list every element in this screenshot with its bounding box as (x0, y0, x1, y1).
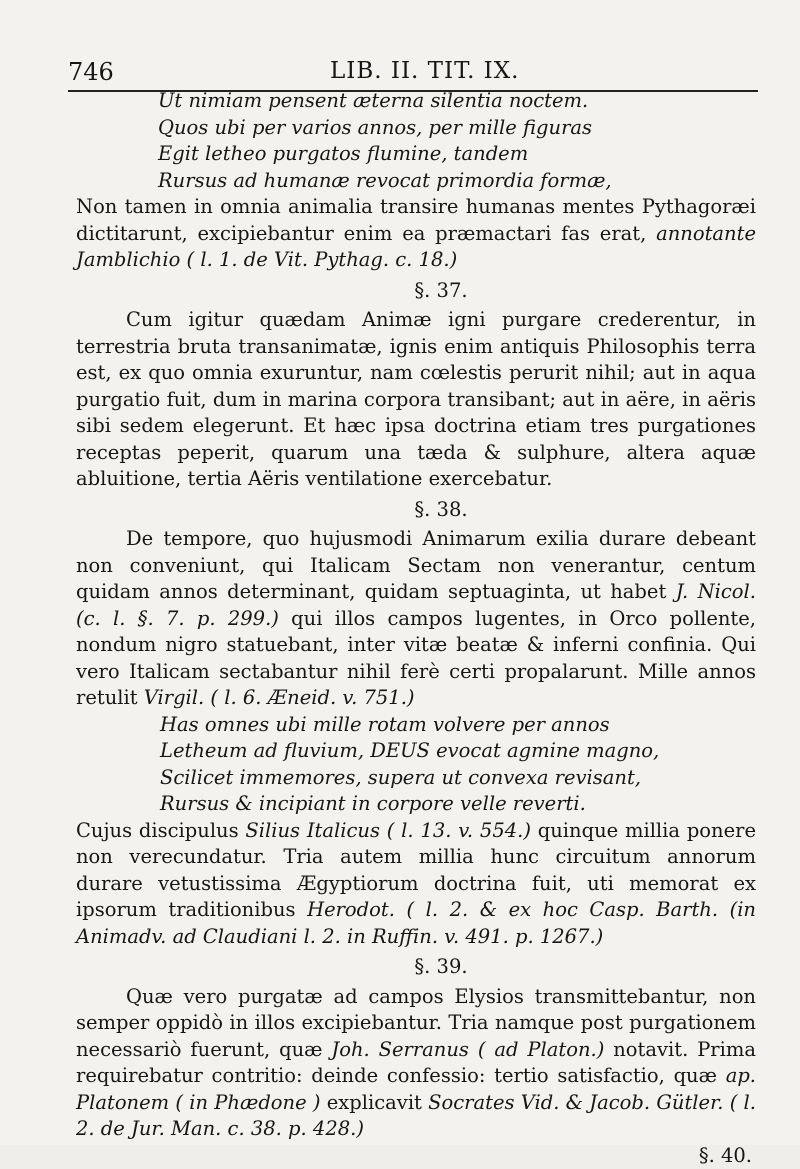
citation: Herodot. ( l. 2. & ex hoc Casp. Barth. (in Animadv. ad Claudiani l. 2. in Ruffin. v. 491. p. 1267.) (76, 898, 756, 948)
page-header (68, 52, 758, 92)
paragraph-text: De tempore, quo hujusmodi Animarum exilia durare debeant non conveniunt, qui Italicam Sectam non venerantur, centum quidam annos determinant, quidam septuaginta, ut habet (76, 527, 756, 603)
paragraph-pythagoreans (76, 194, 756, 274)
verse-line: Quos ubi per varios annos, per mille figuras (76, 115, 756, 142)
section-39-text (76, 984, 756, 1143)
catchword: §. 40. (76, 1143, 756, 1169)
page-body (76, 88, 756, 1169)
citation: Joh. Serranus ( ad Platon.) (331, 1038, 604, 1061)
verse-block-1 (76, 88, 756, 194)
verse-block-2 (76, 712, 756, 818)
paragraph-text: explicavit (321, 1091, 429, 1114)
verse-line: Rursus ad humanæ revocat primordia formæ, (76, 168, 756, 195)
section-heading-38: §. 38. (76, 497, 756, 524)
verse-line: Has omnes ubi mille rotam volvere per annos (76, 712, 756, 739)
citation: Virgil. ( l. 6. Æneid. v. 751.) (144, 686, 415, 709)
page-number: 746 (68, 58, 114, 86)
citation: J. Nicol. (c. l. §. 7. p. 299.) (76, 580, 756, 630)
running-title: LIB. II. TIT. IX. (330, 58, 519, 84)
paragraph-text: qui illos campos lugentes, in Orco pollente, nondum nigro statuebant, inter vitæ beatæ & inferni confinia. Qui vero Italicam sectabantur nihil ferè certi propalarunt. Mille annos retulit (76, 607, 756, 710)
paragraph-text: Cujus discipulus (76, 819, 245, 842)
paragraph-text: Quæ vero purgatæ ad campos Elysios transmittebantur, non semper oppidò in illos excipiebantur. Tria namque post purgationem necessariò fuerunt, quæ (76, 985, 756, 1061)
verse-line: Scilicet immemores, supera ut convexa revisant, (76, 765, 756, 792)
citation: Silius Italicus ( l. 13. v. 554.) (245, 819, 531, 842)
verse-line: Ut nimiam pensent æterna silentia noctem. (76, 88, 756, 115)
verse-line: Egit letheo purgatos flumine, tandem (76, 141, 756, 168)
verse-line: Letheum ad fluvium, DEUS evocat agmine magno, (76, 738, 756, 765)
citation: annotante Jamblichio ( l. 1. de Vit. Pythag. c. 18.) (76, 222, 756, 272)
section-38-text (76, 526, 756, 712)
section-heading-37: §. 37. (76, 278, 756, 305)
paragraph-text: Non tamen in omnia animalia transire humanas mentes Pythagoræi dictitarunt, excipiebantur enim ea præmactari fas erat, (76, 195, 756, 245)
verse-line: Rursus & incipiant in corpore velle reverti. (76, 791, 756, 818)
citation: ap. Platonem ( in Phædone ) (76, 1064, 756, 1114)
paragraph-text: notavit. Prima requirebatur contritio: deinde confessio: tertio satisfactio, quæ (76, 1038, 756, 1088)
section-heading-39: §. 39. (76, 954, 756, 981)
section-37-text: Cum igitur quædam Animæ igni purgare crederentur, in terrestria bruta transanimatæ, ignis enim antiquis Philosophis terra est, ex quo omnia exuruntur, nam cœlestis perurit nihil; aut in aqua purgatio fuit, dum in marina corpora transibant; aut in aëre, in aëris sibi sedem elegerunt. Et hæc ipsa doctrina etiam tres purgationes receptas peperit, quarum una tæda & sulphure, altera aquæ abluitione, tertia Aëris ventilatione exercebatur. (76, 307, 756, 493)
paragraph-silius (76, 818, 756, 951)
paragraph-text: quinque millia ponere non verecundatur. Tria autem millia hunc circuitum annorum durare vetustissima Ægyptiorum doctrina fuit, uti memorat ex ipsorum traditionibus (76, 819, 756, 922)
citation: Socrates Vid. & Jacob. Gütler. ( l. 2. de Jur. Man. c. 38. p. 428.) (76, 1091, 756, 1141)
